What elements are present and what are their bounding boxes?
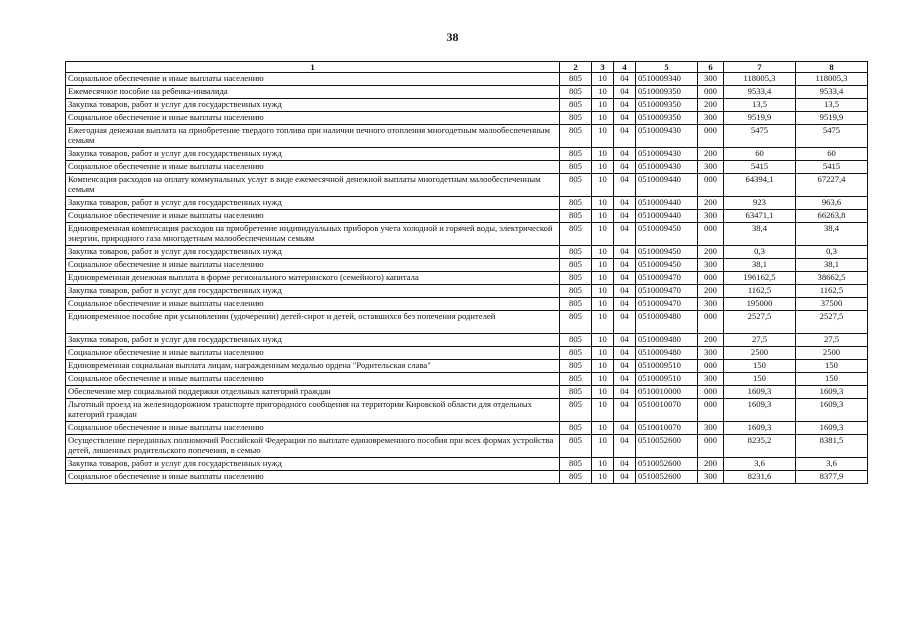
cell-amount-year2: 1609,3	[796, 386, 868, 399]
cell-expense-type: 200	[698, 197, 724, 210]
cell-section: 10	[592, 223, 614, 246]
row-description: Закупка товаров, работ и услуг для государственных нужд	[66, 458, 560, 471]
header-cell: 4	[614, 62, 636, 73]
row-description: Единовременная компенсация расходов на приобретение индивидуальных приборов учета холодной и горячей воды, электрической энергии, природного газа многодетным малообеспеченным семьям	[66, 223, 560, 246]
cell-expense-type: 300	[698, 471, 724, 484]
table-row	[66, 360, 868, 373]
cell-amount-year2: 2527,5	[796, 311, 868, 334]
cell-ministry-code: 805	[560, 99, 592, 112]
cell-amount-year2: 38,1	[796, 259, 868, 272]
cell-section: 10	[592, 161, 614, 174]
cell-section: 10	[592, 399, 614, 422]
cell-section: 10	[592, 471, 614, 484]
cell-target-article: 0510009430	[636, 148, 698, 161]
cell-subsection: 04	[614, 458, 636, 471]
table-body	[66, 62, 868, 484]
cell-section: 10	[592, 174, 614, 197]
cell-amount-year2: 150	[796, 360, 868, 373]
cell-amount-year2: 13,5	[796, 99, 868, 112]
cell-expense-type: 300	[698, 73, 724, 86]
cell-amount-year2: 8377,9	[796, 471, 868, 484]
cell-target-article: 0510010000	[636, 386, 698, 399]
header-row	[66, 62, 868, 73]
cell-amount-year1: 63471,1	[724, 210, 796, 223]
row-description: Закупка товаров, работ и услуг для государственных нужд	[66, 99, 560, 112]
table-row	[66, 347, 868, 360]
cell-amount-year1: 195000	[724, 298, 796, 311]
cell-target-article: 0510009470	[636, 272, 698, 285]
cell-expense-type: 300	[698, 112, 724, 125]
cell-amount-year1: 38,4	[724, 223, 796, 246]
cell-section: 10	[592, 112, 614, 125]
table-row	[66, 99, 868, 112]
cell-subsection: 04	[614, 210, 636, 223]
cell-subsection: 04	[614, 259, 636, 272]
cell-target-article: 0510009450	[636, 259, 698, 272]
header-cell: 5	[636, 62, 698, 73]
cell-expense-type: 300	[698, 347, 724, 360]
table-row	[66, 112, 868, 125]
cell-amount-year2: 37500	[796, 298, 868, 311]
table-row	[66, 272, 868, 285]
cell-amount-year1: 8235,2	[724, 435, 796, 458]
row-description: Социальное обеспечение и иные выплаты населению	[66, 298, 560, 311]
row-description: Закупка товаров, работ и услуг для государственных нужд	[66, 246, 560, 259]
cell-ministry-code: 805	[560, 86, 592, 99]
cell-subsection: 04	[614, 272, 636, 285]
cell-amount-year2: 3,6	[796, 458, 868, 471]
table-row	[66, 435, 868, 458]
cell-target-article: 0510009340	[636, 73, 698, 86]
row-description: Единовременная социальная выплата лицам, награжденным медалью ордена "Родительская слава"	[66, 360, 560, 373]
cell-ministry-code: 805	[560, 360, 592, 373]
cell-expense-type: 200	[698, 246, 724, 259]
cell-subsection: 04	[614, 435, 636, 458]
cell-subsection: 04	[614, 311, 636, 334]
header-cell: 2	[560, 62, 592, 73]
cell-amount-year2: 118005,3	[796, 73, 868, 86]
cell-amount-year2: 67227,4	[796, 174, 868, 197]
cell-ministry-code: 805	[560, 458, 592, 471]
cell-amount-year1: 923	[724, 197, 796, 210]
cell-target-article: 0510009470	[636, 298, 698, 311]
cell-target-article: 0510009350	[636, 99, 698, 112]
cell-expense-type: 300	[698, 210, 724, 223]
cell-target-article: 0510052600	[636, 458, 698, 471]
cell-amount-year2: 1609,3	[796, 399, 868, 422]
cell-subsection: 04	[614, 99, 636, 112]
row-description: Социальное обеспечение и иные выплаты населению	[66, 210, 560, 223]
cell-target-article: 0510009430	[636, 125, 698, 148]
cell-section: 10	[592, 386, 614, 399]
cell-section: 10	[592, 125, 614, 148]
cell-amount-year2: 2500	[796, 347, 868, 360]
cell-ministry-code: 805	[560, 210, 592, 223]
table-row	[66, 373, 868, 386]
cell-amount-year1: 1609,3	[724, 386, 796, 399]
cell-expense-type: 000	[698, 272, 724, 285]
cell-ministry-code: 805	[560, 125, 592, 148]
cell-subsection: 04	[614, 422, 636, 435]
cell-ministry-code: 805	[560, 298, 592, 311]
cell-amount-year1: 1609,3	[724, 399, 796, 422]
cell-amount-year2: 27,5	[796, 334, 868, 347]
row-description: Социальное обеспечение и иные выплаты населению	[66, 112, 560, 125]
cell-amount-year1: 196162,5	[724, 272, 796, 285]
cell-ministry-code: 805	[560, 112, 592, 125]
cell-target-article: 0510009510	[636, 360, 698, 373]
cell-amount-year2: 38,4	[796, 223, 868, 246]
cell-target-article: 0510009480	[636, 334, 698, 347]
cell-subsection: 04	[614, 197, 636, 210]
cell-amount-year2: 963,6	[796, 197, 868, 210]
cell-target-article: 0510052600	[636, 435, 698, 458]
table-row	[66, 125, 868, 148]
cell-section: 10	[592, 458, 614, 471]
table-row	[66, 422, 868, 435]
cell-section: 10	[592, 259, 614, 272]
cell-amount-year1: 60	[724, 148, 796, 161]
cell-amount-year2: 0,3	[796, 246, 868, 259]
cell-ministry-code: 805	[560, 259, 592, 272]
cell-section: 10	[592, 86, 614, 99]
cell-section: 10	[592, 311, 614, 334]
cell-expense-type: 000	[698, 399, 724, 422]
cell-ministry-code: 805	[560, 285, 592, 298]
cell-subsection: 04	[614, 246, 636, 259]
header-cell: 8	[796, 62, 868, 73]
cell-expense-type: 000	[698, 223, 724, 246]
cell-ministry-code: 805	[560, 174, 592, 197]
table-row	[66, 259, 868, 272]
cell-amount-year1: 38,1	[724, 259, 796, 272]
cell-subsection: 04	[614, 161, 636, 174]
cell-section: 10	[592, 422, 614, 435]
row-description: Закупка товаров, работ и услуг для государственных нужд	[66, 285, 560, 298]
cell-target-article: 0510009350	[636, 86, 698, 99]
cell-section: 10	[592, 246, 614, 259]
cell-subsection: 04	[614, 298, 636, 311]
cell-ministry-code: 805	[560, 148, 592, 161]
table-row	[66, 223, 868, 246]
cell-amount-year1: 1609,3	[724, 422, 796, 435]
cell-subsection: 04	[614, 148, 636, 161]
cell-amount-year1: 9533,4	[724, 86, 796, 99]
cell-target-article: 0510009450	[636, 223, 698, 246]
cell-subsection: 04	[614, 285, 636, 298]
cell-expense-type: 300	[698, 298, 724, 311]
table-row	[66, 399, 868, 422]
cell-ministry-code: 805	[560, 347, 592, 360]
cell-expense-type: 200	[698, 148, 724, 161]
row-description: Закупка товаров, работ и услуг для государственных нужд	[66, 334, 560, 347]
cell-expense-type: 200	[698, 458, 724, 471]
table-row	[66, 471, 868, 484]
cell-amount-year1: 13,5	[724, 99, 796, 112]
cell-ministry-code: 805	[560, 399, 592, 422]
table-row	[66, 210, 868, 223]
row-description: Обеспечение мер социальной поддержки отдельных категорий граждан	[66, 386, 560, 399]
row-description: Льготный проезд на железнодорожном транспорте пригородного сообщения на территории Кировской области для отдельных категорий граждан	[66, 399, 560, 422]
row-description: Социальное обеспечение и иные выплаты населению	[66, 373, 560, 386]
row-description: Социальное обеспечение и иные выплаты населению	[66, 259, 560, 272]
cell-expense-type: 000	[698, 360, 724, 373]
cell-amount-year2: 150	[796, 373, 868, 386]
cell-expense-type: 000	[698, 125, 724, 148]
header-cell: 1	[66, 62, 560, 73]
cell-expense-type: 300	[698, 422, 724, 435]
cell-expense-type: 000	[698, 435, 724, 458]
table-row	[66, 334, 868, 347]
row-description: Ежегодная денежная выплата на приобретение твердого топлива при наличии печного отопления многодетным малообеспеченным семьям	[66, 125, 560, 148]
cell-amount-year1: 150	[724, 373, 796, 386]
cell-amount-year2: 1162,5	[796, 285, 868, 298]
cell-amount-year1: 27,5	[724, 334, 796, 347]
table-row	[66, 246, 868, 259]
cell-section: 10	[592, 347, 614, 360]
cell-subsection: 04	[614, 386, 636, 399]
table-row	[66, 161, 868, 174]
cell-subsection: 04	[614, 373, 636, 386]
cell-section: 10	[592, 334, 614, 347]
cell-expense-type: 000	[698, 386, 724, 399]
cell-expense-type: 200	[698, 99, 724, 112]
cell-subsection: 04	[614, 174, 636, 197]
cell-target-article: 0510009440	[636, 210, 698, 223]
cell-amount-year2: 9519,9	[796, 112, 868, 125]
cell-expense-type: 000	[698, 86, 724, 99]
cell-amount-year2: 60	[796, 148, 868, 161]
cell-ministry-code: 805	[560, 386, 592, 399]
cell-amount-year1: 5475	[724, 125, 796, 148]
row-description: Осуществление переданных полномочий Российской Федерации по выплате единовременного пособия при всех формах устройства детей, лишенных родительского попечения, в семью	[66, 435, 560, 458]
cell-subsection: 04	[614, 73, 636, 86]
cell-section: 10	[592, 360, 614, 373]
cell-amount-year2: 9533,4	[796, 86, 868, 99]
cell-subsection: 04	[614, 360, 636, 373]
header-cell: 6	[698, 62, 724, 73]
cell-amount-year2: 8381,5	[796, 435, 868, 458]
cell-section: 10	[592, 99, 614, 112]
cell-amount-year1: 8231,6	[724, 471, 796, 484]
cell-ministry-code: 805	[560, 311, 592, 334]
cell-amount-year1: 3,6	[724, 458, 796, 471]
page-number: 38	[446, 30, 459, 44]
cell-section: 10	[592, 148, 614, 161]
cell-amount-year1: 0,3	[724, 246, 796, 259]
table-row	[66, 386, 868, 399]
cell-amount-year1: 9519,9	[724, 112, 796, 125]
header-cell: 3	[592, 62, 614, 73]
cell-target-article: 0510010070	[636, 422, 698, 435]
row-description: Социальное обеспечение и иные выплаты населению	[66, 471, 560, 484]
cell-ministry-code: 805	[560, 422, 592, 435]
cell-subsection: 04	[614, 334, 636, 347]
cell-section: 10	[592, 210, 614, 223]
cell-expense-type: 200	[698, 334, 724, 347]
cell-target-article: 0510009350	[636, 112, 698, 125]
cell-ministry-code: 805	[560, 161, 592, 174]
cell-amount-year2: 66263,8	[796, 210, 868, 223]
cell-target-article: 0510009470	[636, 285, 698, 298]
budget-table-container	[65, 61, 868, 484]
cell-subsection: 04	[614, 86, 636, 99]
cell-amount-year1: 118005,3	[724, 73, 796, 86]
table-row	[66, 458, 868, 471]
cell-section: 10	[592, 197, 614, 210]
cell-subsection: 04	[614, 223, 636, 246]
cell-target-article: 0510009510	[636, 373, 698, 386]
cell-ministry-code: 805	[560, 272, 592, 285]
cell-target-article: 0510009440	[636, 197, 698, 210]
cell-section: 10	[592, 298, 614, 311]
cell-amount-year1: 1162,5	[724, 285, 796, 298]
cell-ministry-code: 805	[560, 197, 592, 210]
cell-target-article: 0510009450	[636, 246, 698, 259]
cell-expense-type: 300	[698, 259, 724, 272]
cell-target-article: 0510052600	[636, 471, 698, 484]
cell-ministry-code: 805	[560, 471, 592, 484]
cell-subsection: 04	[614, 112, 636, 125]
cell-amount-year2: 5415	[796, 161, 868, 174]
cell-ministry-code: 805	[560, 223, 592, 246]
row-description: Социальное обеспечение и иные выплаты населению	[66, 422, 560, 435]
row-description: Единовременное пособие при усыновлении (удочерении) детей-сирот и детей, оставшихся без попечения родителей	[66, 311, 560, 334]
row-description: Закупка товаров, работ и услуг для государственных нужд	[66, 197, 560, 210]
cell-amount-year1: 64394,1	[724, 174, 796, 197]
cell-section: 10	[592, 373, 614, 386]
cell-expense-type: 300	[698, 373, 724, 386]
table-row	[66, 311, 868, 334]
table-row	[66, 148, 868, 161]
cell-section: 10	[592, 272, 614, 285]
cell-amount-year1: 5415	[724, 161, 796, 174]
table-row	[66, 174, 868, 197]
row-description: Социальное обеспечение и иные выплаты населению	[66, 73, 560, 86]
cell-expense-type: 000	[698, 174, 724, 197]
cell-target-article: 0510010070	[636, 399, 698, 422]
header-cell: 7	[724, 62, 796, 73]
cell-ministry-code: 805	[560, 246, 592, 259]
cell-ministry-code: 805	[560, 435, 592, 458]
cell-ministry-code: 805	[560, 73, 592, 86]
row-description: Ежемесячное пособие на ребенка-инвалида	[66, 86, 560, 99]
cell-subsection: 04	[614, 399, 636, 422]
table-row	[66, 285, 868, 298]
cell-ministry-code: 805	[560, 373, 592, 386]
cell-amount-year1: 2500	[724, 347, 796, 360]
cell-amount-year2: 5475	[796, 125, 868, 148]
table-row	[66, 86, 868, 99]
table-row	[66, 298, 868, 311]
table-row	[66, 73, 868, 86]
cell-subsection: 04	[614, 347, 636, 360]
row-description: Компенсация расходов на оплату коммунальных услуг в виде ежемесячной денежной выплаты многодетным малообеспеченным семьям	[66, 174, 560, 197]
cell-section: 10	[592, 73, 614, 86]
cell-amount-year2: 1609,3	[796, 422, 868, 435]
table-row	[66, 197, 868, 210]
cell-ministry-code: 805	[560, 334, 592, 347]
row-description: Закупка товаров, работ и услуг для государственных нужд	[66, 148, 560, 161]
cell-target-article: 0510009480	[636, 347, 698, 360]
cell-expense-type: 300	[698, 161, 724, 174]
cell-amount-year1: 150	[724, 360, 796, 373]
cell-section: 10	[592, 285, 614, 298]
cell-subsection: 04	[614, 471, 636, 484]
cell-target-article: 0510009440	[636, 174, 698, 197]
cell-subsection: 04	[614, 125, 636, 148]
cell-amount-year2: 38662,5	[796, 272, 868, 285]
row-description: Единовременная денежная выплата в форме регионального материнского (семейного) капитала	[66, 272, 560, 285]
row-description: Социальное обеспечение и иные выплаты населению	[66, 161, 560, 174]
cell-amount-year1: 2527,5	[724, 311, 796, 334]
cell-target-article: 0510009430	[636, 161, 698, 174]
cell-section: 10	[592, 435, 614, 458]
cell-expense-type: 000	[698, 311, 724, 334]
budget-table	[65, 61, 868, 484]
cell-target-article: 0510009480	[636, 311, 698, 334]
row-description: Социальное обеспечение и иные выплаты населению	[66, 347, 560, 360]
cell-expense-type: 200	[698, 285, 724, 298]
